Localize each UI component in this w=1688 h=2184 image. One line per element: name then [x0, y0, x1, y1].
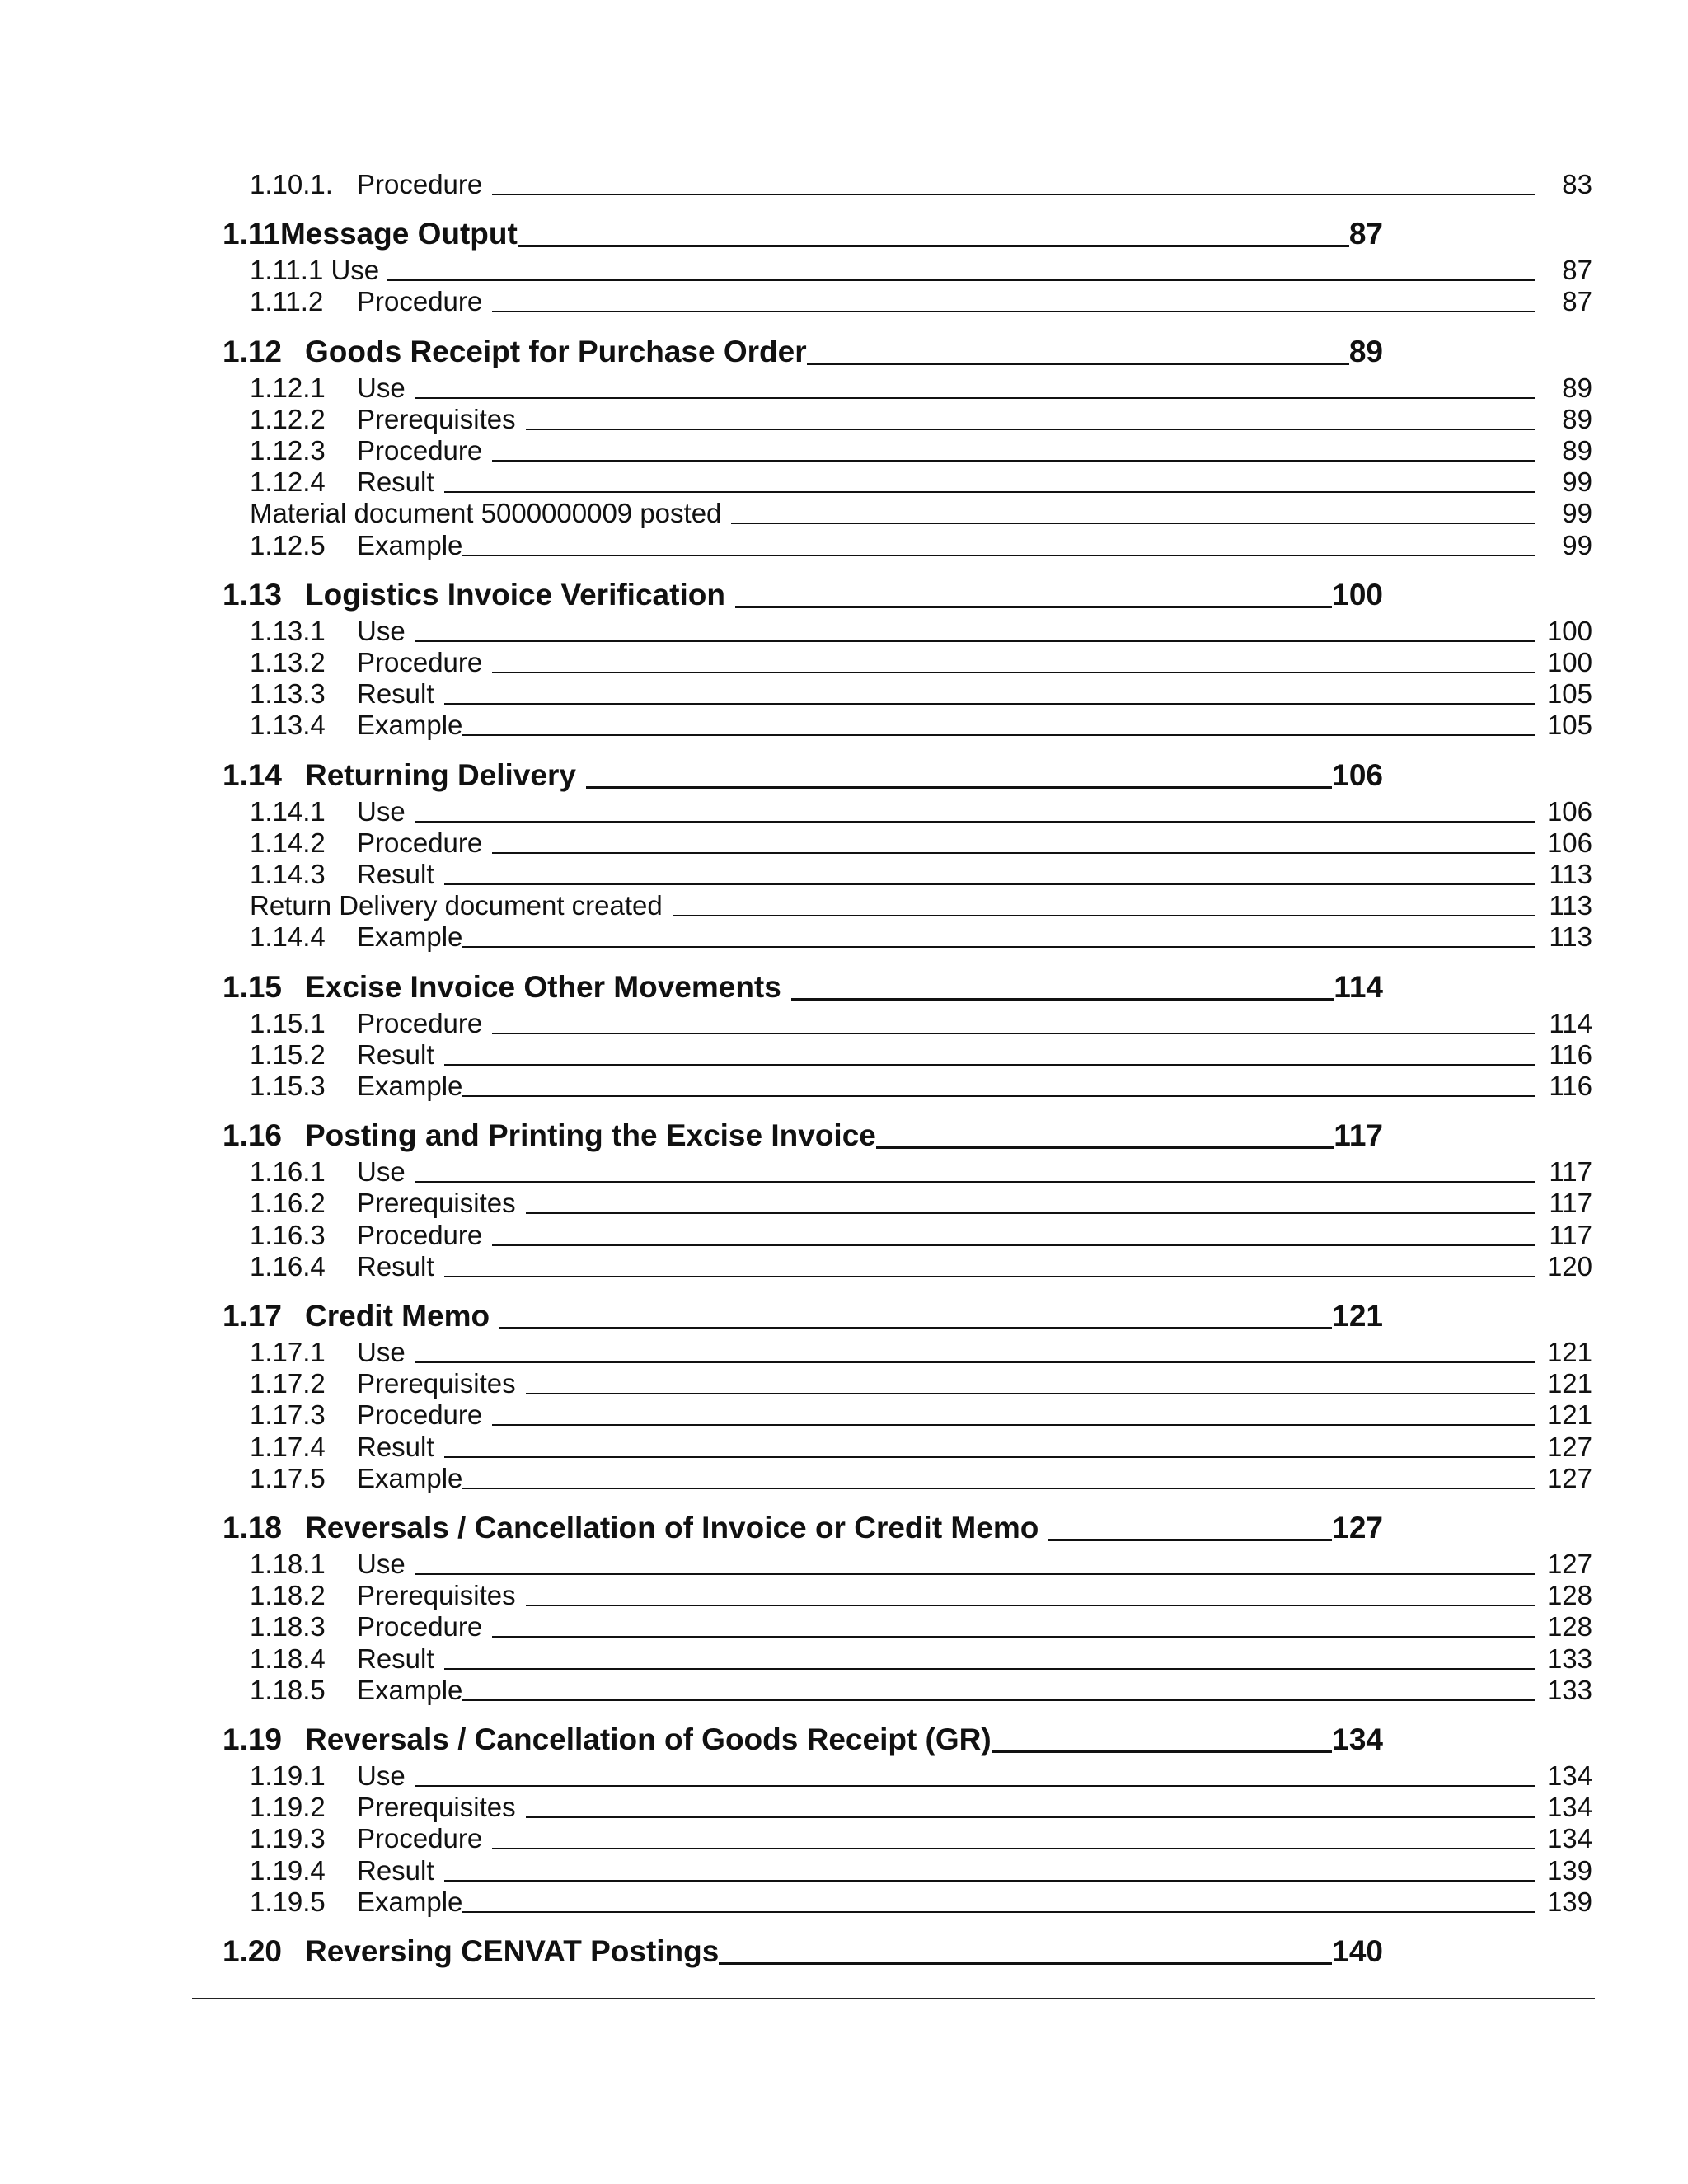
toc-page-number: 121 [1546, 1399, 1592, 1431]
toc-leader-line [492, 1636, 1535, 1638]
toc-leader-line [462, 946, 1535, 948]
toc-entry[interactable] [250, 466, 1592, 498]
toc-entry-number: 1.19.2 [250, 1792, 326, 1823]
toc-entry-number: 1.17.5 [250, 1462, 326, 1493]
toc-leader-line [415, 1361, 1535, 1363]
toc-entry-title: Reversals / Cancellation of Invoice or Credit Memo [305, 1511, 1039, 1544]
toc-entry-number: 1.17 [223, 1299, 283, 1333]
toc-entry[interactable] [250, 1823, 1592, 1854]
toc-entry-number: 1.17.3 [250, 1399, 326, 1431]
toc-entry-number: 1.13.3 [250, 678, 326, 710]
toc-entry-title: Result [357, 859, 434, 889]
toc-entry-number: 1.16.1 [250, 1156, 326, 1188]
toc-entry-title: Use [357, 615, 406, 646]
toc-leader-line [586, 786, 1332, 789]
toc-page-number: 99 [1562, 498, 1592, 529]
toc-entry[interactable] [250, 1220, 1592, 1251]
toc-entry-number: 1.15 [223, 969, 283, 1004]
toc-leader-line [415, 1785, 1535, 1787]
toc-entry-title: Message Output [279, 217, 518, 251]
toc-page-number: 87 [1562, 255, 1592, 286]
toc-entry-number: 1.19.1 [250, 1760, 326, 1791]
toc-section-heading[interactable] [223, 1934, 1383, 1969]
toc-entry-number: 1.18.5 [250, 1674, 326, 1705]
toc-entry-number: 1.19.4 [250, 1854, 326, 1886]
toc-leader-line [1048, 1539, 1332, 1541]
toc-leader-line [444, 703, 1535, 705]
toc-page-number: 116 [1549, 1038, 1592, 1070]
toc-page-number: 106 [1546, 795, 1592, 827]
toc-entry-number: 1.14 [223, 757, 283, 792]
toc-entry-number: 1.20 [223, 1934, 283, 1968]
toc-entry-title: Procedure [357, 647, 483, 677]
toc-page-number: 87 [1562, 286, 1592, 317]
toc-leader-line [492, 1244, 1535, 1246]
toc-leader-line [444, 1668, 1535, 1670]
toc-page-number: 89 [1562, 435, 1592, 466]
toc-entry[interactable] [250, 169, 1592, 200]
toc-page-number: 99 [1562, 466, 1592, 498]
toc-entry-number: 1.16.4 [250, 1250, 326, 1282]
toc-entry-title: Example [357, 921, 463, 953]
toc-leader-line [462, 555, 1535, 556]
toc-entry-number: 1.18 [223, 1511, 283, 1544]
toc-entry-number: 1.14.4 [250, 921, 326, 953]
toc-leader-line [462, 1095, 1535, 1097]
toc-entry[interactable] [250, 710, 1592, 741]
toc-entry-title: Use [357, 1156, 406, 1188]
toc-leader-line [526, 1393, 1535, 1394]
toc-entry[interactable] [250, 1855, 1592, 1886]
toc-leader-line [492, 1848, 1535, 1849]
toc-leader-line [791, 998, 1334, 1001]
toc-entry[interactable] [250, 1432, 1592, 1463]
toc-entry[interactable] [250, 616, 1592, 647]
toc-entry-title: Result [357, 678, 434, 710]
toc-entry-title: Reversing CENVAT Postings [305, 1934, 720, 1968]
toc-leader-line [462, 1911, 1535, 1913]
toc-entry[interactable] [250, 1549, 1592, 1580]
toc-entry-number: 1.11 [223, 217, 280, 251]
toc-entry-title: Prerequisites [357, 403, 516, 434]
toc-entry-title: Goods Receipt for Purchase Order [305, 334, 807, 368]
toc-page-number: 127 [1332, 1511, 1383, 1544]
toc-entry[interactable] [250, 1792, 1592, 1823]
toc-entry-title: Use [357, 1549, 406, 1579]
footer-divider [192, 1998, 1595, 1999]
toc-page-number: 120 [1546, 1250, 1592, 1282]
toc-page-number: 140 [1332, 1934, 1383, 1968]
toc-entry-title: Procedure [357, 1399, 483, 1431]
toc-entry-title: Procedure [357, 1007, 483, 1038]
toc-entry-number: 1.18.1 [250, 1549, 326, 1579]
toc-page-number: 134 [1546, 1760, 1592, 1791]
toc-entry-number: 1.15.2 [250, 1038, 326, 1070]
toc-entry-title: Result [357, 1643, 434, 1674]
toc-entry-number: 1.11.1 Use [250, 255, 380, 286]
toc-entry-number: 1.12.3 [250, 435, 326, 466]
toc-entry[interactable] [250, 1251, 1592, 1282]
toc-entry[interactable] [250, 1039, 1592, 1071]
toc-leader-line [876, 1146, 1334, 1149]
toc-entry-number: 1.17.1 [250, 1337, 326, 1367]
toc-entry-number: 1.16.3 [250, 1219, 326, 1250]
toc-entry[interactable] [250, 678, 1592, 710]
toc-leader-line [444, 1880, 1535, 1882]
toc-entry-title: Procedure [357, 827, 483, 858]
toc-section-heading[interactable] [223, 1299, 1383, 1333]
toc-section-heading[interactable] [223, 1511, 1383, 1545]
toc-section-heading[interactable] [223, 578, 1383, 612]
toc-page-number: 114 [1334, 969, 1383, 1004]
toc-entry[interactable] [250, 1463, 1592, 1494]
toc-entry-title: Reversals / Cancellation of Goods Receipt (GR) [305, 1722, 992, 1756]
toc-entry-title: Procedure [357, 1219, 483, 1250]
toc-page-number: 100 [1332, 577, 1383, 612]
toc-entry-title: Logistics Invoice Verification [305, 577, 725, 612]
toc-entry-title: Material document 5000000009 posted [250, 498, 722, 529]
toc-entry[interactable] [250, 1071, 1592, 1102]
toc-page-number: 128 [1546, 1611, 1592, 1643]
toc-leader-line [444, 1276, 1535, 1277]
toc-entry-number: 1.13.1 [250, 615, 326, 646]
toc-leader-line [673, 915, 1535, 916]
toc-leader-line [415, 1573, 1535, 1575]
toc-leader-line [444, 1456, 1535, 1458]
toc-entry[interactable] [250, 647, 1592, 678]
toc-entry[interactable] [250, 255, 1592, 286]
toc-page-number: 106 [1332, 757, 1383, 792]
toc-leader-line [492, 852, 1535, 854]
toc-leader-line [387, 279, 1535, 281]
toc-entry-number: 1.18.4 [250, 1643, 326, 1674]
toc-entry-number: 1.19.5 [250, 1886, 326, 1917]
toc-leader-line [526, 429, 1535, 430]
toc-leader-line [719, 1962, 1332, 1965]
toc-page-number: 116 [1549, 1071, 1592, 1101]
toc-entry-title: Procedure [357, 1611, 483, 1643]
toc-entry-title: Prerequisites [357, 1792, 516, 1823]
toc-leader-line [492, 1033, 1535, 1034]
toc-page-number: 121 [1546, 1337, 1592, 1367]
toc-entry-number: 1.15.1 [250, 1007, 326, 1038]
toc-entry[interactable] [250, 498, 1592, 529]
toc-page-number: 105 [1546, 678, 1592, 710]
toc-entry-number: 1.19 [223, 1722, 283, 1756]
toc-entry-title: Example [357, 529, 463, 560]
toc-entry[interactable] [250, 286, 1592, 317]
toc-page-number: 113 [1549, 859, 1592, 889]
toc-entry-title: Use [357, 372, 406, 403]
toc-page-number: 117 [1549, 1188, 1592, 1219]
toc-page-number: 114 [1549, 1007, 1592, 1038]
toc-entry-number: 1.13 [223, 577, 283, 612]
toc-page-number: 121 [1332, 1299, 1383, 1333]
toc-leader-line [499, 1327, 1332, 1329]
toc-page-number: 105 [1546, 710, 1592, 741]
toc-leader-line [462, 1488, 1535, 1489]
toc-entry[interactable] [250, 530, 1592, 561]
toc-page-number: 134 [1546, 1823, 1592, 1854]
toc-page-number: 89 [1562, 403, 1592, 434]
toc-entry[interactable] [250, 1368, 1592, 1399]
toc-entry-number: 1.17.2 [250, 1368, 326, 1399]
toc-page-number: 127 [1546, 1549, 1592, 1579]
toc-entry-title: Result [357, 1038, 434, 1070]
toc-entry-title: Credit Memo [305, 1299, 490, 1333]
toc-entry-number: 1.15.3 [250, 1071, 326, 1101]
toc-entry-number: 1.14.2 [250, 827, 326, 858]
toc-entry-title: Example [357, 710, 463, 741]
toc-entry[interactable] [250, 1886, 1592, 1918]
toc-page-number: 121 [1546, 1368, 1592, 1399]
toc-entry-number: 1.18.3 [250, 1611, 326, 1643]
toc-leader-line [415, 821, 1535, 823]
toc-page-number: 134 [1332, 1722, 1383, 1756]
toc-section-heading[interactable] [223, 758, 1383, 793]
toc-entry[interactable] [250, 1611, 1592, 1643]
toc-page-number: 117 [1549, 1156, 1592, 1188]
toc-entry-title: Result [357, 466, 434, 498]
toc-leader-line [735, 606, 1332, 608]
toc-entry-title: Return Delivery document created [250, 890, 663, 921]
toc-leader-line [415, 1181, 1535, 1183]
toc-entry-title: Example [357, 1462, 463, 1493]
toc-entry-title: Example [357, 1886, 463, 1917]
toc-entry[interactable] [250, 827, 1592, 859]
toc-entry[interactable] [250, 1580, 1592, 1611]
toc-entry-number: 1.16 [223, 1118, 283, 1153]
toc-entry-number: 1.10.1. [250, 169, 333, 199]
toc-entry[interactable] [250, 404, 1592, 435]
toc-leader-line [492, 194, 1535, 195]
toc-entry-number: 1.12.1 [250, 372, 326, 403]
toc-page-number: 134 [1546, 1792, 1592, 1823]
toc-entry[interactable] [250, 1675, 1592, 1706]
toc-entry-number: 1.12.4 [250, 466, 326, 498]
toc-entry-number: 1.17.4 [250, 1431, 326, 1462]
toc-entry-title: Excise Invoice Other Movements [305, 969, 781, 1004]
toc-page-number: 139 [1546, 1854, 1592, 1886]
toc-entry[interactable] [250, 1008, 1592, 1039]
toc-leader-line [731, 523, 1535, 524]
toc-section-heading[interactable] [223, 335, 1383, 369]
toc-entry[interactable] [250, 921, 1592, 953]
toc-page-number: 100 [1546, 647, 1592, 677]
toc-leader-line [992, 1750, 1333, 1753]
toc-leader-line [492, 460, 1535, 462]
toc-section-heading[interactable] [223, 1722, 1383, 1757]
toc-leader-line [526, 1212, 1535, 1214]
toc-leader-line [462, 734, 1535, 736]
toc-leader-line [492, 311, 1535, 312]
toc-leader-line [444, 1064, 1535, 1066]
toc-page-number: 133 [1546, 1674, 1592, 1705]
toc-page-number: 83 [1562, 169, 1592, 199]
toc-entry-number: 1.14.1 [250, 795, 326, 827]
toc-entry-title: Procedure [357, 169, 483, 199]
toc-entry[interactable] [250, 890, 1592, 921]
toc-entry[interactable] [250, 435, 1592, 466]
toc-page-number: 100 [1546, 615, 1592, 646]
toc-section-heading[interactable] [223, 217, 1383, 251]
toc-leader-line [526, 1816, 1535, 1818]
toc-page-number: 89 [1562, 372, 1592, 403]
toc-leader-line [444, 883, 1535, 885]
toc-page-number: 87 [1348, 217, 1383, 251]
toc-page-number: 139 [1546, 1886, 1592, 1917]
toc-entry-title: Procedure [357, 286, 483, 317]
toc-page-number: 127 [1546, 1431, 1592, 1462]
toc-page-number: 117 [1549, 1219, 1592, 1250]
toc-page-number: 113 [1549, 890, 1592, 921]
toc-entry[interactable] [250, 1643, 1592, 1675]
toc-entry[interactable] [250, 1399, 1592, 1431]
toc-entry[interactable] [250, 796, 1592, 827]
toc-entry[interactable] [250, 1337, 1592, 1368]
toc-entry-title: Use [357, 795, 406, 827]
toc-leader-line [462, 1699, 1535, 1701]
toc-leader-line [444, 491, 1535, 493]
toc-page-number: 89 [1348, 334, 1383, 368]
toc-entry-number: 1.14.3 [250, 859, 326, 889]
toc-entry[interactable] [250, 373, 1592, 404]
toc-entry-number: 1.13.4 [250, 710, 326, 741]
toc-page-number: 113 [1549, 921, 1592, 953]
toc-entry-title: Use [357, 1337, 406, 1367]
toc-entry-number: 1.12 [223, 334, 283, 368]
toc-page-number: 99 [1562, 529, 1592, 560]
toc-page-number: 128 [1546, 1580, 1592, 1611]
toc-entry[interactable] [250, 1760, 1592, 1792]
toc-entry[interactable] [250, 1156, 1592, 1188]
toc-entry-number: 1.12.5 [250, 529, 326, 560]
toc-entry-number: 1.12.2 [250, 403, 326, 434]
toc-entry-title: Result [357, 1431, 434, 1462]
toc-entry[interactable] [250, 1188, 1592, 1219]
toc-entry-title: Procedure [357, 435, 483, 466]
toc-leader-line [526, 1605, 1535, 1606]
toc-entry-title: Example [357, 1071, 463, 1101]
toc-entry-title: Procedure [357, 1823, 483, 1854]
toc-page-number: 117 [1334, 1118, 1383, 1153]
toc-leader-line [415, 397, 1535, 399]
toc-entry-title: Prerequisites [357, 1368, 516, 1399]
toc-leader-line [492, 1424, 1535, 1426]
toc-entry-title: Result [357, 1250, 434, 1282]
toc-page-number: 133 [1546, 1643, 1592, 1674]
toc-entry-number: 1.11.2 [250, 286, 324, 317]
toc-entry-title: Posting and Printing the Excise Invoice [305, 1118, 876, 1153]
toc-entry-number: 1.16.2 [250, 1188, 326, 1219]
toc-entry[interactable] [250, 859, 1592, 890]
toc-entry-title: Prerequisites [357, 1580, 516, 1611]
toc-section-heading[interactable] [223, 1118, 1383, 1153]
toc-leader-line [807, 363, 1349, 365]
toc-page-number: 127 [1546, 1462, 1592, 1493]
toc-entry-number: 1.18.2 [250, 1580, 326, 1611]
toc-entry-title: Returning Delivery [305, 757, 576, 792]
toc-entry-title: Prerequisites [357, 1188, 516, 1219]
toc-entry-title: Use [357, 1760, 406, 1791]
toc-entry-title: Example [357, 1674, 463, 1705]
toc-leader-line [518, 245, 1349, 247]
toc-entry-title: Result [357, 1854, 434, 1886]
toc-page-number: 106 [1546, 827, 1592, 858]
toc-leader-line [492, 672, 1535, 673]
toc-section-heading[interactable] [223, 970, 1383, 1005]
toc-entry-number: 1.19.3 [250, 1823, 326, 1854]
toc-leader-line [415, 640, 1535, 642]
toc-entry-number: 1.13.2 [250, 647, 326, 677]
